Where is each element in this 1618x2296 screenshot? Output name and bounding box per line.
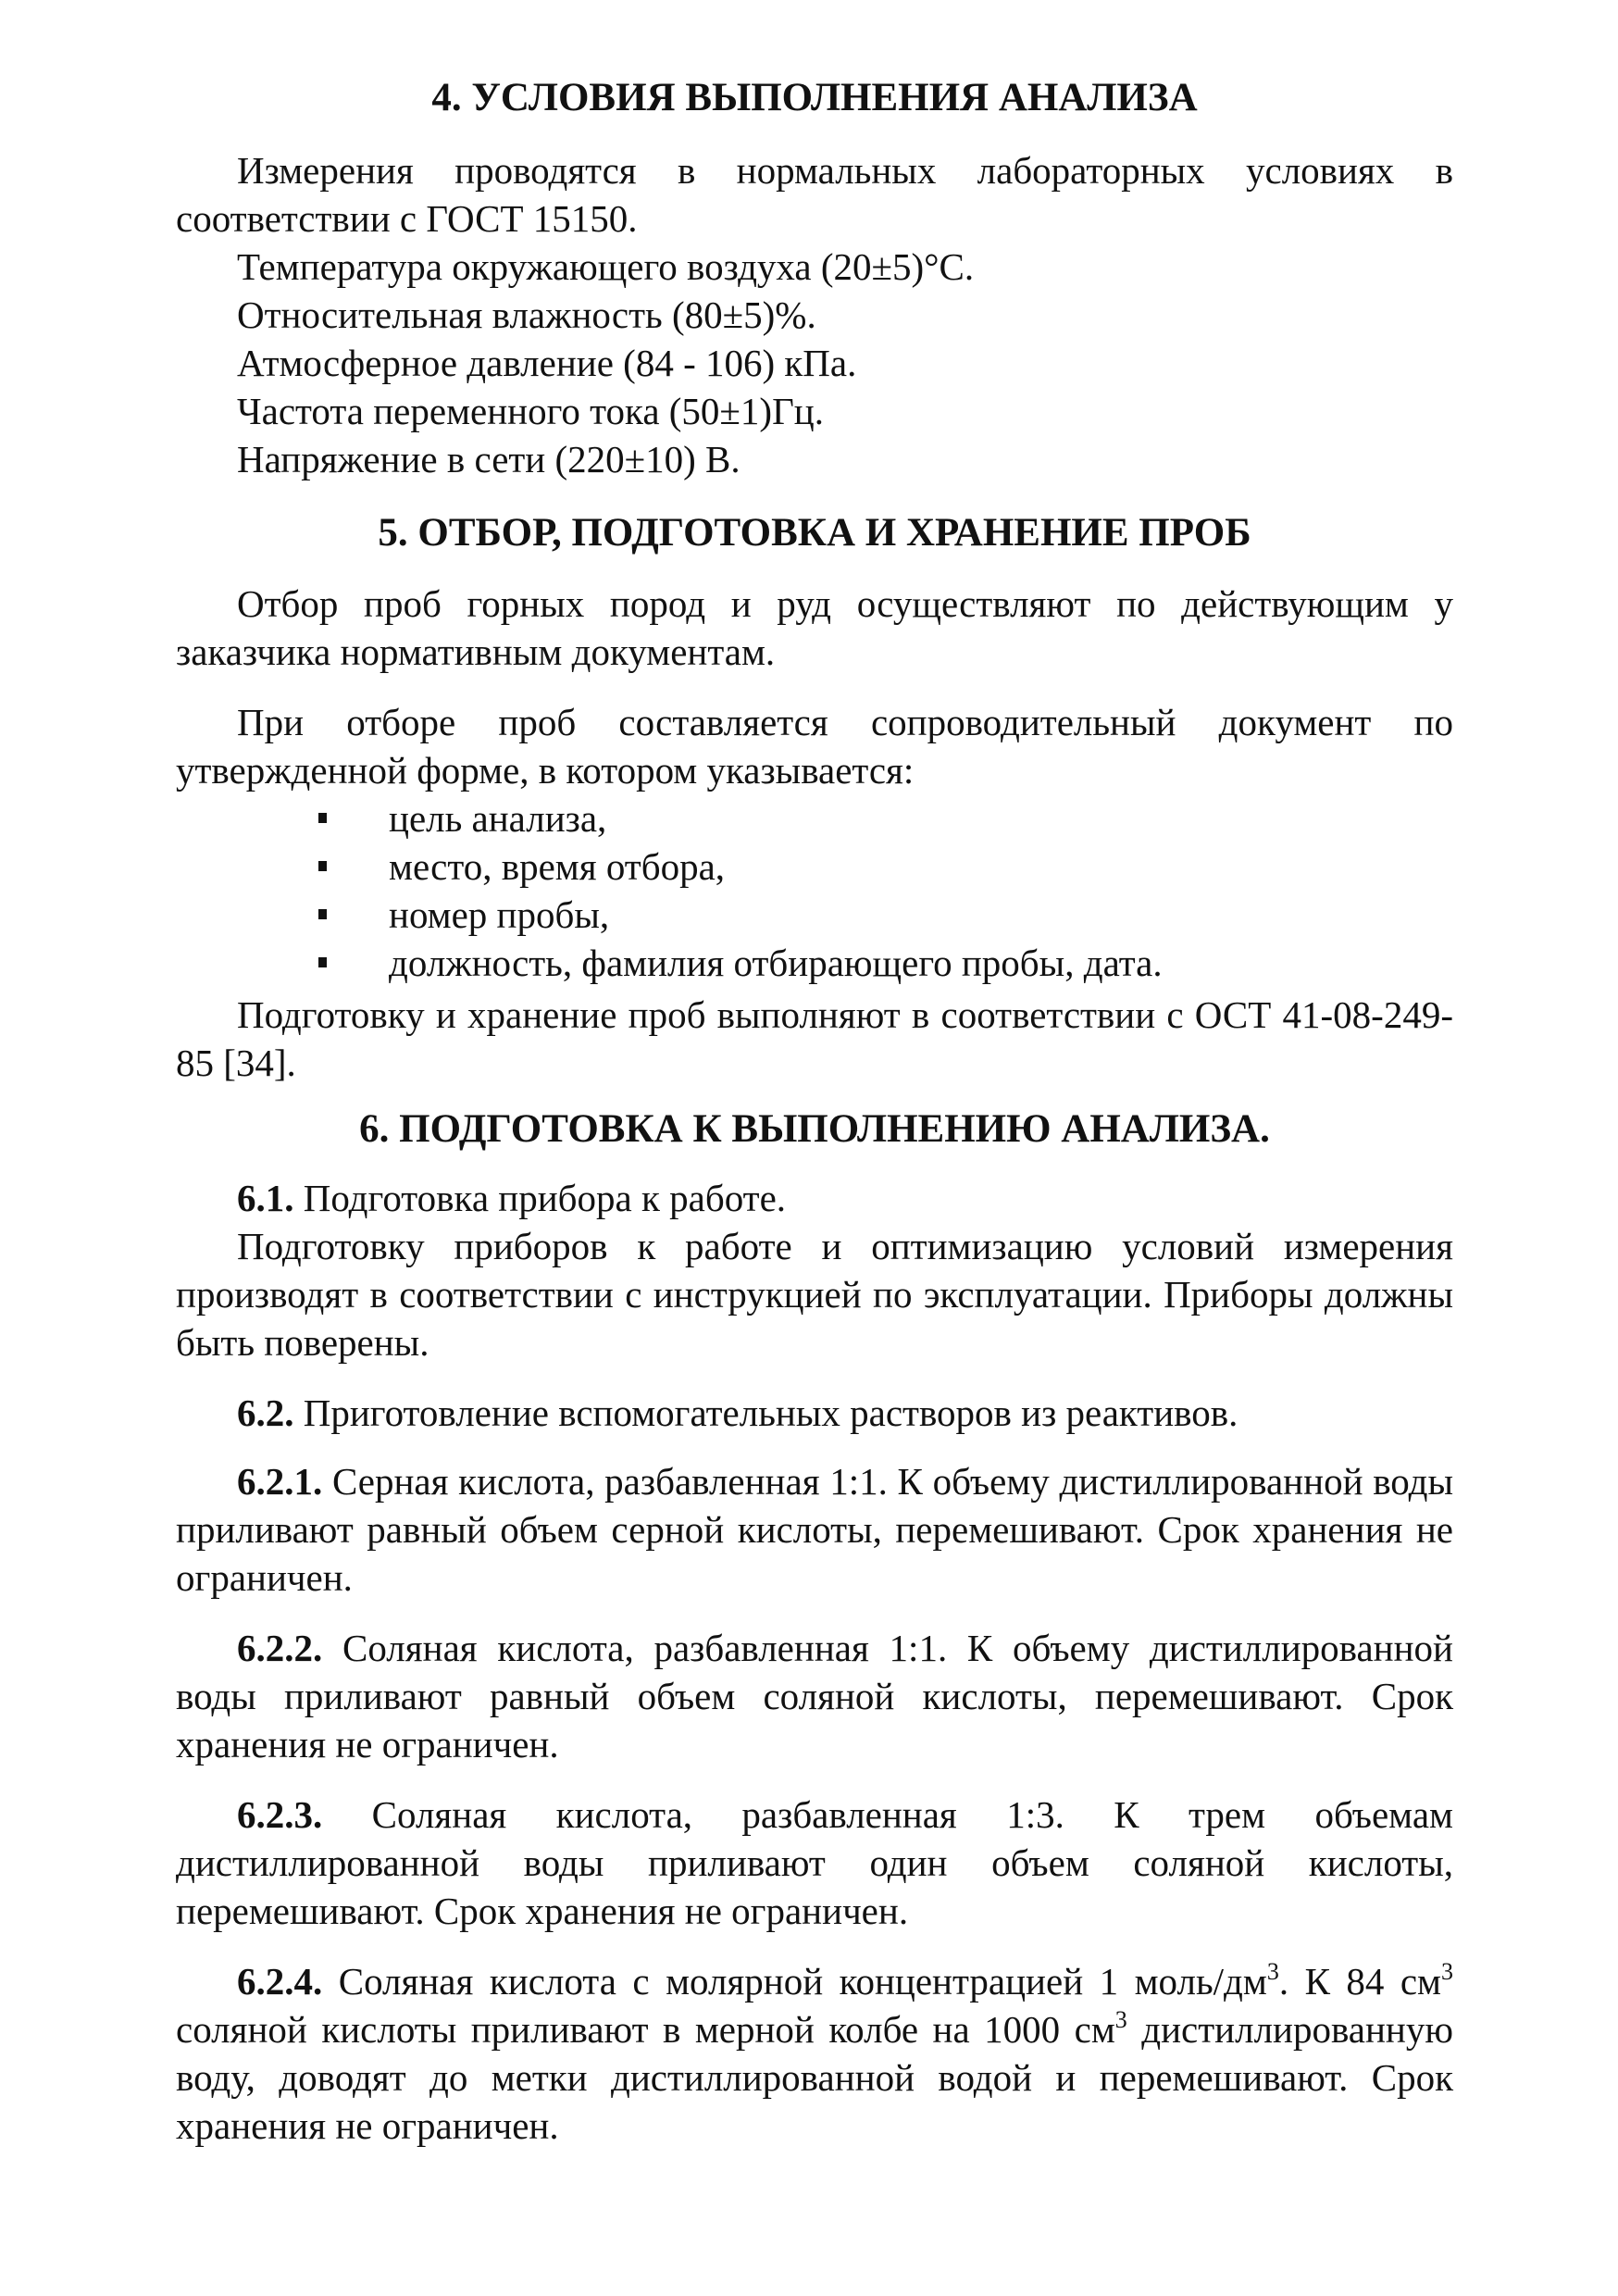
- condition-frequency: Частота переменного тока (50±1)Гц.: [237, 390, 824, 432]
- subsection-number: 6.1.: [237, 1177, 294, 1219]
- subsection-number: 6.2.2.: [237, 1627, 323, 1669]
- subsection-number: 6.2.1.: [237, 1460, 323, 1503]
- subsection-text: Соляная кислота, разбавленная 1:3. К трем объемам дистиллированной воды приливают один объем соляной кислоты, перемешивают. Срок хранения не ограничен.: [176, 1793, 1453, 1932]
- subsection-6-2-1: [176, 1457, 1453, 1602]
- subsection-6-2-title: [176, 1389, 1453, 1437]
- bullet-square-icon: [318, 813, 327, 823]
- superscript-exponent: 3: [1441, 1958, 1453, 1985]
- subsection-number: 6.2.3.: [237, 1793, 323, 1836]
- document-page: [176, 74, 1453, 2150]
- subsection-6-2-4: [176, 1957, 1453, 2150]
- superscript-exponent: 3: [1266, 1958, 1279, 1985]
- condition-humidity: Относительная влажность (80±5)%.: [237, 293, 816, 336]
- bullet-square-icon: [318, 909, 327, 919]
- section-4-intro: Измерения проводятся в нормальных лабораторных условиях в соответствии с ГОСТ 15150.: [176, 149, 1453, 240]
- subsection-6-1-text: Подготовку приборов к работе и оптимизацию условий измерения производят в соответствии с инструкцией по эксплуатации. Приборы должны быть поверены.: [176, 1225, 1453, 1364]
- section-6-heading: 6. ПОДГОТОВКА К ВЫПОЛНЕНИЮ АНАЛИЗА.: [359, 1107, 1270, 1151]
- subsection-text: Соляная кислота, разбавленная 1:1. К объему дистиллированной воды приливают равный объем соляной кислоты, перемешивают. Срок хранения не ограничен.: [176, 1627, 1453, 1766]
- subsection-number: 6.2.: [237, 1391, 294, 1434]
- list-item: [389, 891, 1453, 939]
- condition-temperature: Температура окружающего воздуха (20±5)°С.: [237, 245, 975, 288]
- subsection-text-part-4: дистиллированную воду, доводят до метки дистиллированной водой и перемешивают. Срок хранения не ограничен.: [176, 2008, 1453, 2147]
- subsection-6-2-3: [176, 1791, 1453, 1935]
- list-item-text: цель анализа,: [389, 797, 607, 840]
- subsection-text-part-3: соляной кислоты приливают в мерной колбе на 1000 см: [176, 2008, 1115, 2051]
- subsection-text-part-1: Соляная кислота с молярной концентрацией 1 моль/дм: [338, 1960, 1267, 2003]
- subsection-title-text: Приготовление вспомогательных растворов из реактивов.: [303, 1391, 1238, 1434]
- condition-pressure: Атмосферное давление (84 - 106) кПа.: [237, 342, 857, 384]
- subsection-6-2-2: [176, 1624, 1453, 1768]
- list-item-text: место, время отбора,: [389, 845, 726, 888]
- list-item-text: номер пробы,: [389, 893, 610, 936]
- subsection-title-text: Подготовка прибора к работе.: [303, 1177, 787, 1219]
- bullet-square-icon: [318, 957, 327, 967]
- subsection-number: 6.2.4.: [237, 1960, 323, 2003]
- condition-voltage: Напряжение в сети (220±10) В.: [237, 438, 741, 480]
- section-4-heading: 4. УСЛОВИЯ ВЫПОЛНЕНИЯ АНАЛИЗА: [431, 76, 1198, 119]
- section-5-paragraph-1: Отбор проб горных пород и руд осуществляют по действующим у заказчика нормативным документам.: [176, 582, 1453, 673]
- sampling-document-list: [176, 794, 1453, 987]
- list-item-text: должность, фамилия отбирающего пробы, дата.: [389, 942, 1163, 984]
- subsection-6-1-title: [176, 1174, 1453, 1222]
- list-item: [389, 794, 1453, 842]
- bullet-square-icon: [318, 861, 327, 871]
- section-5-heading: 5. ОТБОР, ПОДГОТОВКА И ХРАНЕНИЕ ПРОБ: [378, 511, 1251, 555]
- list-item: [389, 842, 1453, 891]
- section-5-paragraph-2: При отборе проб составляется сопроводительный документ по утвержденной форме, в котором указывается:: [176, 701, 1453, 792]
- subsection-text-part-2: . К 84 см: [1278, 1960, 1441, 2003]
- list-item: [389, 939, 1453, 987]
- subsection-text: Серная кислота, разбавленная 1:1. К объему дистиллированной воды приливают равный объем серной кислоты, перемешивают. Срок хранения не ограничен.: [176, 1460, 1453, 1599]
- superscript-exponent: 3: [1114, 2006, 1127, 2033]
- section-5-paragraph-3: Подготовку и хранение проб выполняют в соответствии с ОСТ 41-08-249-85 [34].: [176, 993, 1453, 1084]
